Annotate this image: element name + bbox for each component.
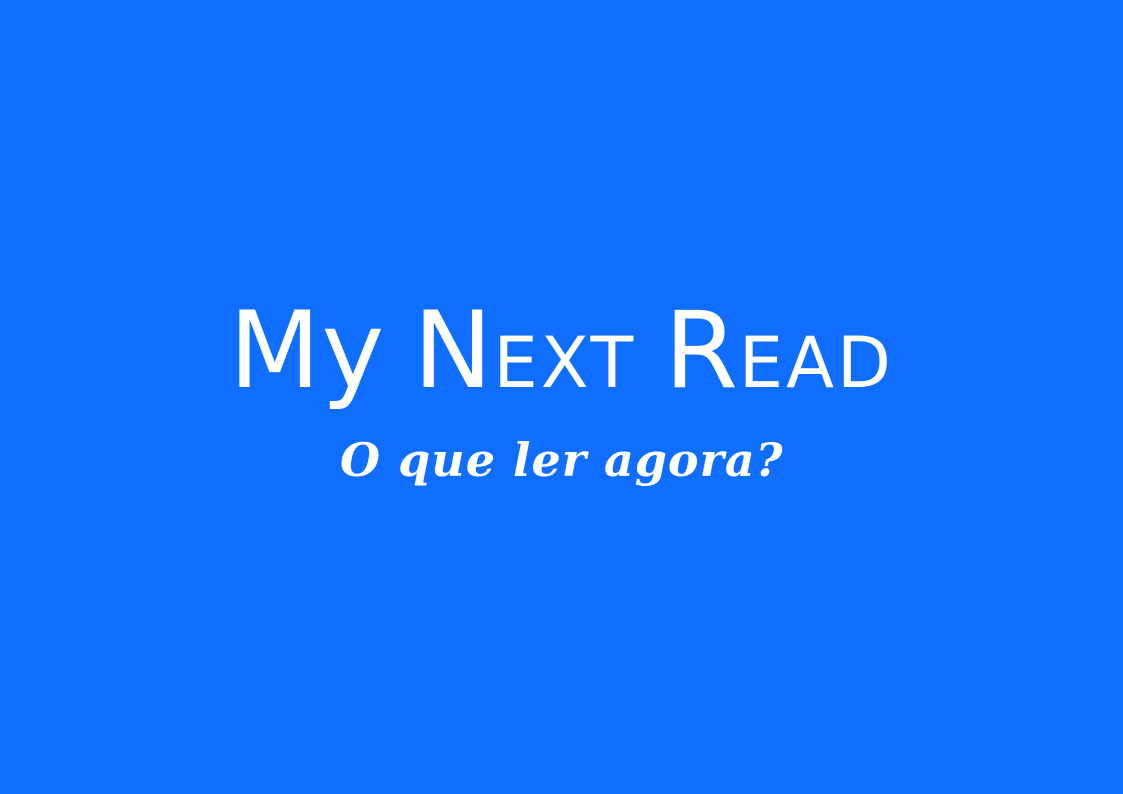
title-word-my: My [229,289,386,412]
tagline: O que ler agora? [340,433,784,487]
title-word-next: NEXT [413,289,637,412]
app-title [0,289,1123,422]
title-word-read: READ [664,289,894,412]
